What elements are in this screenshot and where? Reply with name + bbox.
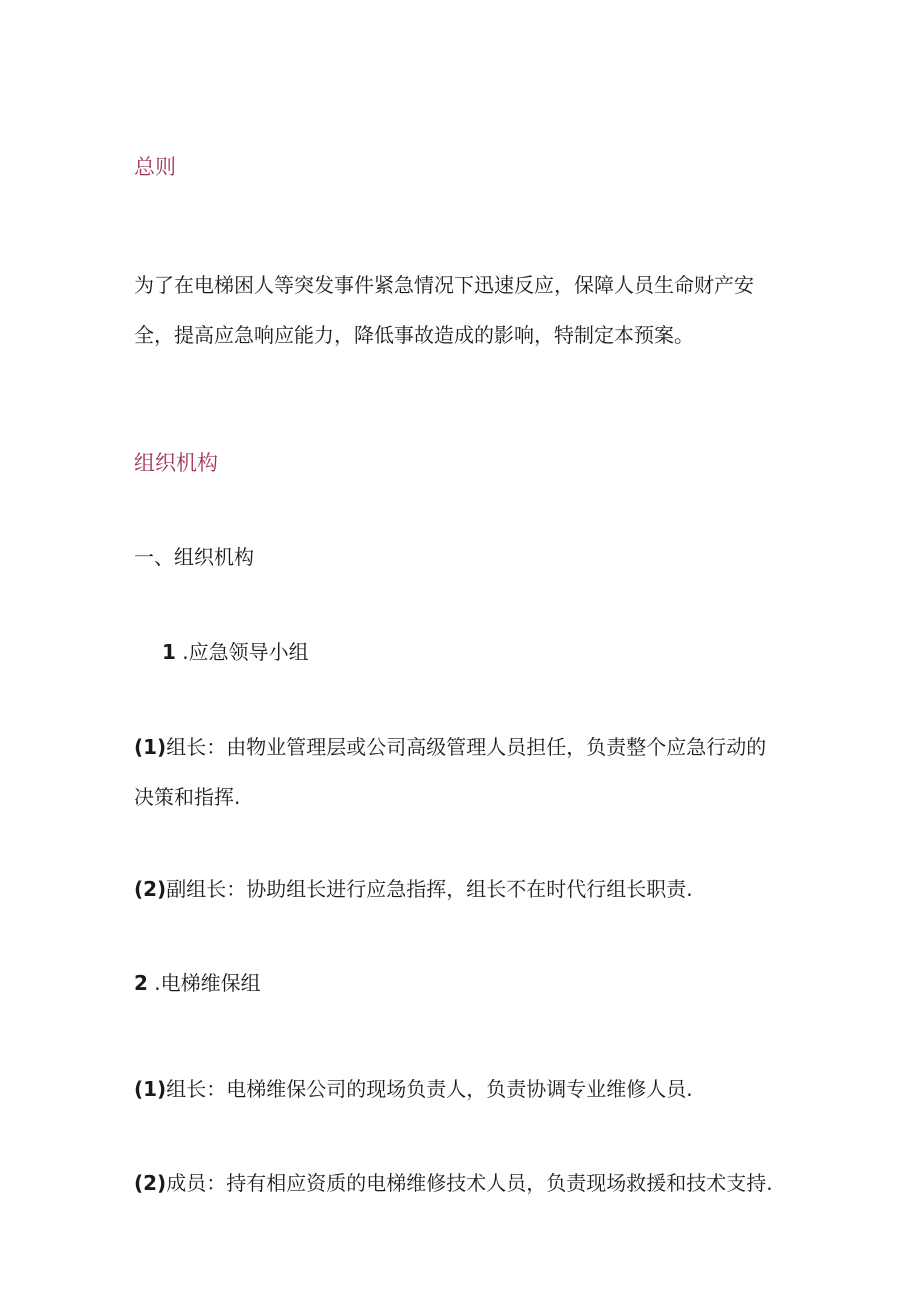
group-number: 1 xyxy=(162,640,176,664)
list-item-deputy-leader xyxy=(134,866,693,912)
subheading-organization: 一、组织机构 xyxy=(134,545,254,569)
list-item-leader-line-1 xyxy=(134,724,766,770)
item-text: 成员：持有相应资质的电梯维修技术人员，负责现场救援和技术支持. xyxy=(166,1171,773,1195)
item-number: (1) xyxy=(134,1077,167,1101)
section-heading-general: 总则 xyxy=(134,155,176,179)
list-item-leader-line-2: 决策和指挥. xyxy=(134,785,241,809)
item-text: 组长：由物业管理层或公司高级管理人员担任，负责整个应急行动的 xyxy=(166,735,767,759)
group-title-leadership xyxy=(162,629,309,675)
item-text: 副组长：协助组长进行应急指挥，组长不在时代行组长职责. xyxy=(166,877,693,901)
list-item-maintenance-leader xyxy=(134,1066,693,1112)
group-title-maintenance xyxy=(134,960,261,1006)
intro-paragraph-line-1: 为了在电梯困人等突发事件紧急情况下迅速反应，保障人员生命财产安 xyxy=(134,273,754,297)
intro-paragraph-line-2: 全，提高应急响应能力，降低事故造成的影响，特制定本预案。 xyxy=(134,323,694,347)
item-number: (2) xyxy=(134,1171,167,1195)
item-number: (1) xyxy=(134,735,167,759)
group-number: 2 xyxy=(134,971,148,995)
list-item-maintenance-members xyxy=(134,1160,773,1206)
group-title-text: .应急领导小组 xyxy=(175,640,309,664)
group-title-text: .电梯维保组 xyxy=(147,971,261,995)
section-heading-organization: 组织机构 xyxy=(134,451,218,475)
item-number: (2) xyxy=(134,877,167,901)
item-text: 组长：电梯维保公司的现场负责人，负责协调专业维修人员. xyxy=(166,1077,693,1101)
